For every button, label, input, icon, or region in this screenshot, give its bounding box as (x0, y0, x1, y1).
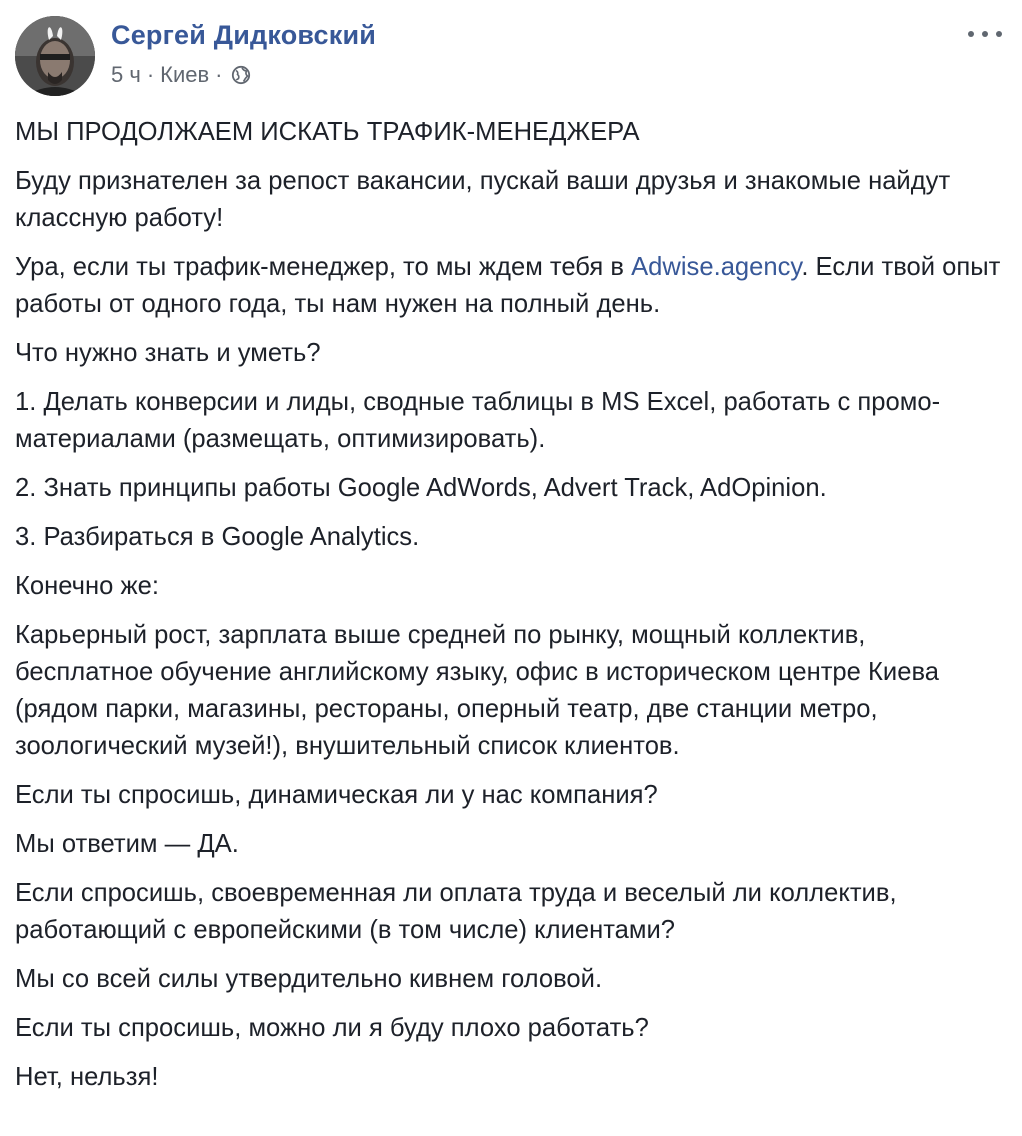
paragraph: Если ты спросишь, динамическая ли у нас компания? (15, 781, 658, 809)
post-heading: МЫ ПРОДОЛЖАЕМ ИСКАТЬ ТРАФИК-МЕНЕДЖЕРА (15, 118, 640, 146)
paragraph: Если спросишь, своевременная ли оплата труда и веселый ли коллектив, работающий с европейскими (в том числе) клиентами? (15, 879, 897, 944)
post-meta (111, 62, 251, 88)
avatar-photo (15, 16, 95, 96)
author-name[interactable]: Сергей Дидковский (111, 20, 377, 50)
paragraph: Мы ответим — ДА. (15, 830, 239, 858)
paragraph: Мы со всей силы утвердительно кивнем головой. (15, 965, 603, 993)
post-time[interactable]: 5 ч (111, 62, 141, 87)
meta-separator: · (146, 62, 155, 87)
paragraph: Если ты спросишь, можно ли я буду плохо работать? (15, 1014, 649, 1042)
globe-icon[interactable] (231, 65, 251, 85)
avatar[interactable] (15, 16, 95, 96)
more-options-icon[interactable] (968, 22, 1002, 46)
paragraph-text: Ура, если ты трафик-менеджер, то мы ждем тебя в (15, 253, 632, 281)
adwise-agency-link[interactable]: Adwise.agency (631, 253, 802, 281)
paragraph-text: . Если твой опыт работы от одного года, ты нам нужен на полный день. (15, 253, 1001, 318)
paragraph (15, 249, 1007, 323)
post-text (15, 114, 1007, 1108)
paragraph: 1. Делать конверсии и лиды, сводные таблицы в MS Excel, работать с промо-материалами (размещать, оптимизировать). (15, 388, 941, 453)
meta-separator: · (215, 62, 223, 87)
paragraph: 2. Знать принципы работы Google AdWords, Advert Track, AdOpinion. (15, 474, 827, 502)
paragraph: Карьерный рост, зарплата выше средней по рынку, мощный коллектив, бесплатное обучение английскому языку, офис в историческом центре Киева (рядом парки, магазины, рестораны, оперный театр, две станции метро, зоологический музей!), внушительный список клиентов. (15, 621, 939, 760)
post-location[interactable]: Киев (160, 62, 210, 87)
paragraph: Буду признателен за репост вакансии, пускай ваши друзья и знакомые найдут классную работу! (15, 167, 951, 232)
paragraph: Конечно же: (15, 572, 159, 600)
paragraph: Нет, нельзя! (15, 1063, 159, 1091)
paragraph: Что нужно знать и уметь? (15, 339, 321, 367)
paragraph: 3. Разбираться в Google Analytics. (15, 523, 420, 551)
